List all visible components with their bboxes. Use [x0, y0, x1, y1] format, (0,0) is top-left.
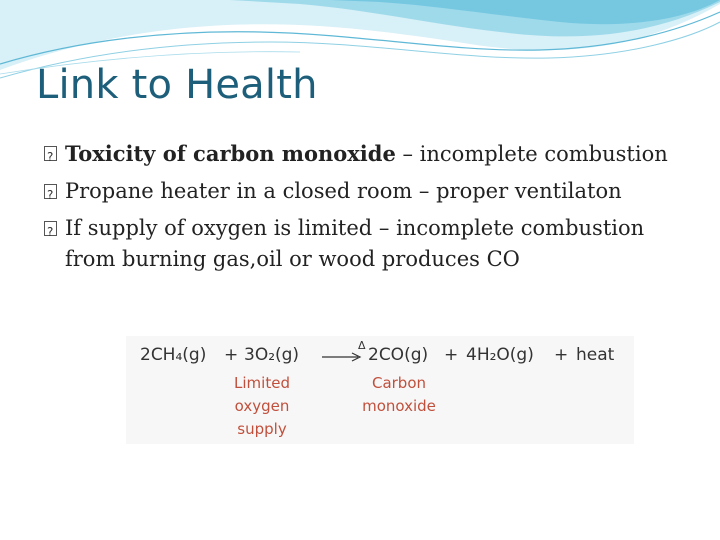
product-water: 4H₂O(g)	[466, 345, 534, 365]
bullet-icon	[44, 146, 57, 161]
bullet-text: Propane heater in a closed room – proper ventilaton	[65, 179, 622, 203]
bullet-icon	[44, 221, 57, 236]
plus-sign: +	[444, 345, 459, 365]
label-line: Limited	[234, 374, 290, 392]
heat-delta-symbol: Δ	[358, 339, 366, 352]
product-heat: heat	[576, 345, 615, 365]
label-line: Carbon	[371, 374, 427, 392]
plus-sign: +	[554, 345, 569, 365]
reactant-oxygen: 3O₂(g)	[244, 345, 300, 365]
chemical-equation-figure	[126, 336, 634, 444]
equation-row	[126, 341, 634, 371]
slide-title: Link to Health	[36, 62, 318, 108]
label-line: monoxide	[362, 397, 436, 415]
bullet-item	[44, 176, 684, 207]
bullet-item	[44, 213, 684, 275]
limited-oxygen-label	[222, 372, 302, 441]
label-line: oxygen	[234, 397, 290, 415]
carbon-monoxide-label	[356, 372, 442, 418]
bullet-text: If supply of oxygen is limited – incomplete combustion from burning gas,oil or wood produces CO	[65, 216, 645, 271]
plus-sign: +	[224, 345, 239, 365]
bullet-bold-text: Toxicity of carbon monoxide	[65, 141, 396, 166]
bullet-text: – incomplete combustion	[395, 142, 668, 166]
arrow-icon	[322, 343, 362, 369]
product-carbon-monoxide: 2CO(g)	[368, 345, 429, 365]
bullet-item	[44, 138, 684, 170]
label-line: supply	[237, 420, 287, 438]
bullet-list	[44, 138, 684, 281]
reactant-methane: 2CH₄(g)	[140, 345, 207, 365]
bullet-icon	[44, 184, 57, 199]
